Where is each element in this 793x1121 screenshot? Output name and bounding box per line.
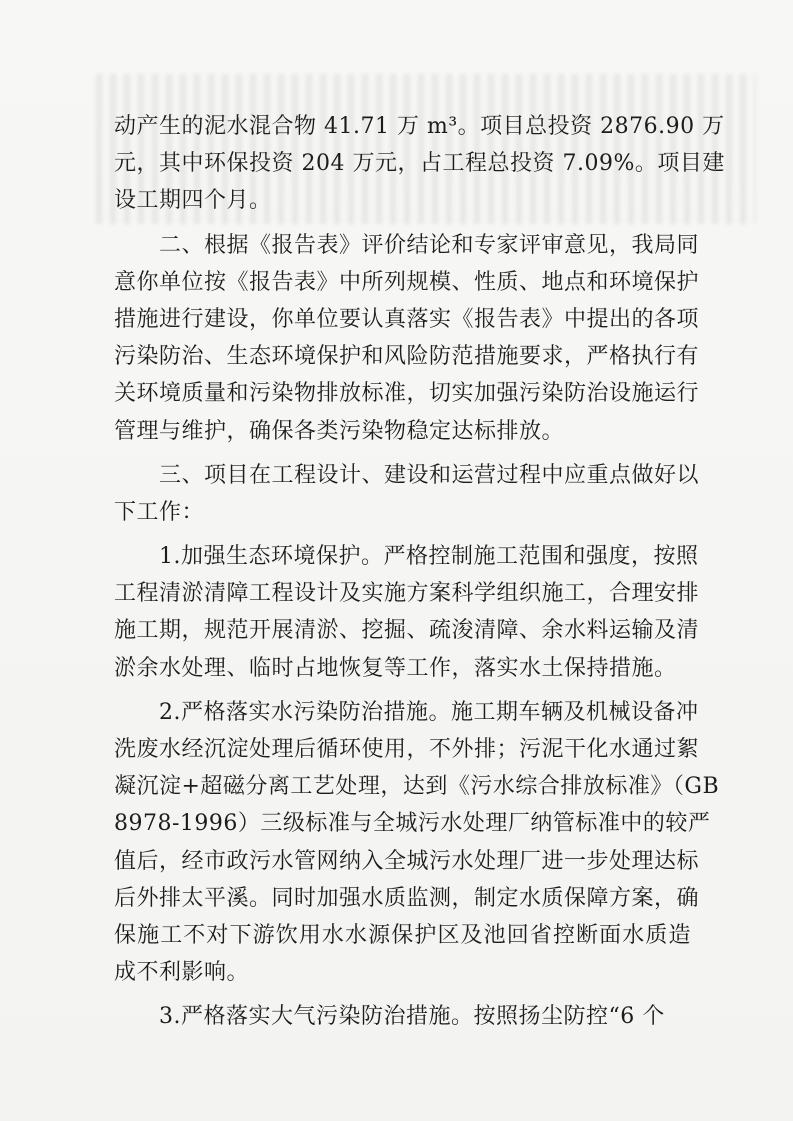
text-line: 管理与维护，确保各类污染物稳定达标排放。 xyxy=(114,418,565,444)
paragraph xyxy=(114,694,720,992)
paragraph xyxy=(114,998,691,1035)
text-line: 3.严格落实大气污染防治措施。按照扬尘防控“6 个 xyxy=(114,1004,665,1030)
text-line: 元，其中环保投资 204 万元，占工程总投资 7.09%。项目建 xyxy=(114,151,725,177)
paragraph-gap xyxy=(114,991,691,998)
text-line: 值后，经市政污水管网纳入全城污水处理厂进一步处理达标 xyxy=(114,848,700,874)
text-line: 动产生的泥水混合物 41.71 万 m³。项目总投资 2876.90 万 xyxy=(114,114,725,139)
paragraph xyxy=(114,227,700,450)
text-line: 淤余水处理、临时占地恢复等工作，落实水土保持措施。 xyxy=(114,655,677,681)
text-line: 下工作： xyxy=(114,499,205,525)
text-line: 关环境质量和污染物排放标准，切实加强污染防治设施运行 xyxy=(114,381,700,407)
text-line: 8978-1996）三级标准与全城污水处理厂纳管标准中的较严 xyxy=(114,811,711,837)
text-line: 措施进行建设，你单位要认真落实《报告表》中提出的各项 xyxy=(114,306,700,332)
text-line: 2.严格落实水污染防治措施。施工期车辆及机械设备冲 xyxy=(114,699,699,725)
text-line: 凝沉淀+超磁分离工艺处理，达到《污水综合排放标准》（GB xyxy=(114,774,720,800)
paragraph xyxy=(114,108,725,220)
paragraph-gap xyxy=(114,687,691,694)
text-line: 后外排太平溪。同时加强水质监测，制定水质保障方案，确 xyxy=(114,885,700,911)
paragraph xyxy=(114,538,700,687)
text-line: 三、项目在工程设计、建设和运营过程中应重点做好以 xyxy=(114,462,700,488)
text-line: 施工期，规范开展清淤、挖掘、疏浚清障、余水料运输及清 xyxy=(114,618,700,644)
text-line: 二、根据《报告表》评价结论和专家评审意见，我局同 xyxy=(114,232,700,258)
paragraph-gap xyxy=(114,220,691,227)
text-line: 成不利影响。 xyxy=(114,960,250,986)
text-line: 污染防治、生态环境保护和风险防范措施要求，严格执行有 xyxy=(114,344,700,370)
text-line: 保施工不对下游饮用水水源保护区及池回省控断面水质造 xyxy=(114,922,691,948)
text-line: 工程清淤清障工程设计及实施方案科学组织施工，合理安排 xyxy=(114,581,700,607)
paragraph-gap xyxy=(114,450,691,457)
document-body xyxy=(114,108,725,1036)
text-line: 意你单位按《报告表》中所列规模、性质、地点和环境保护 xyxy=(114,269,700,295)
text-line: 设工期四个月。 xyxy=(114,188,272,214)
text-line: 1.加强生态环境保护。严格控制施工范围和强度，按照 xyxy=(114,544,699,570)
paragraph-gap xyxy=(114,531,691,538)
paragraph xyxy=(114,457,700,531)
text-line: 洗废水经沉淀处理后循环使用，不外排；污泥干化水通过絮 xyxy=(114,737,700,762)
